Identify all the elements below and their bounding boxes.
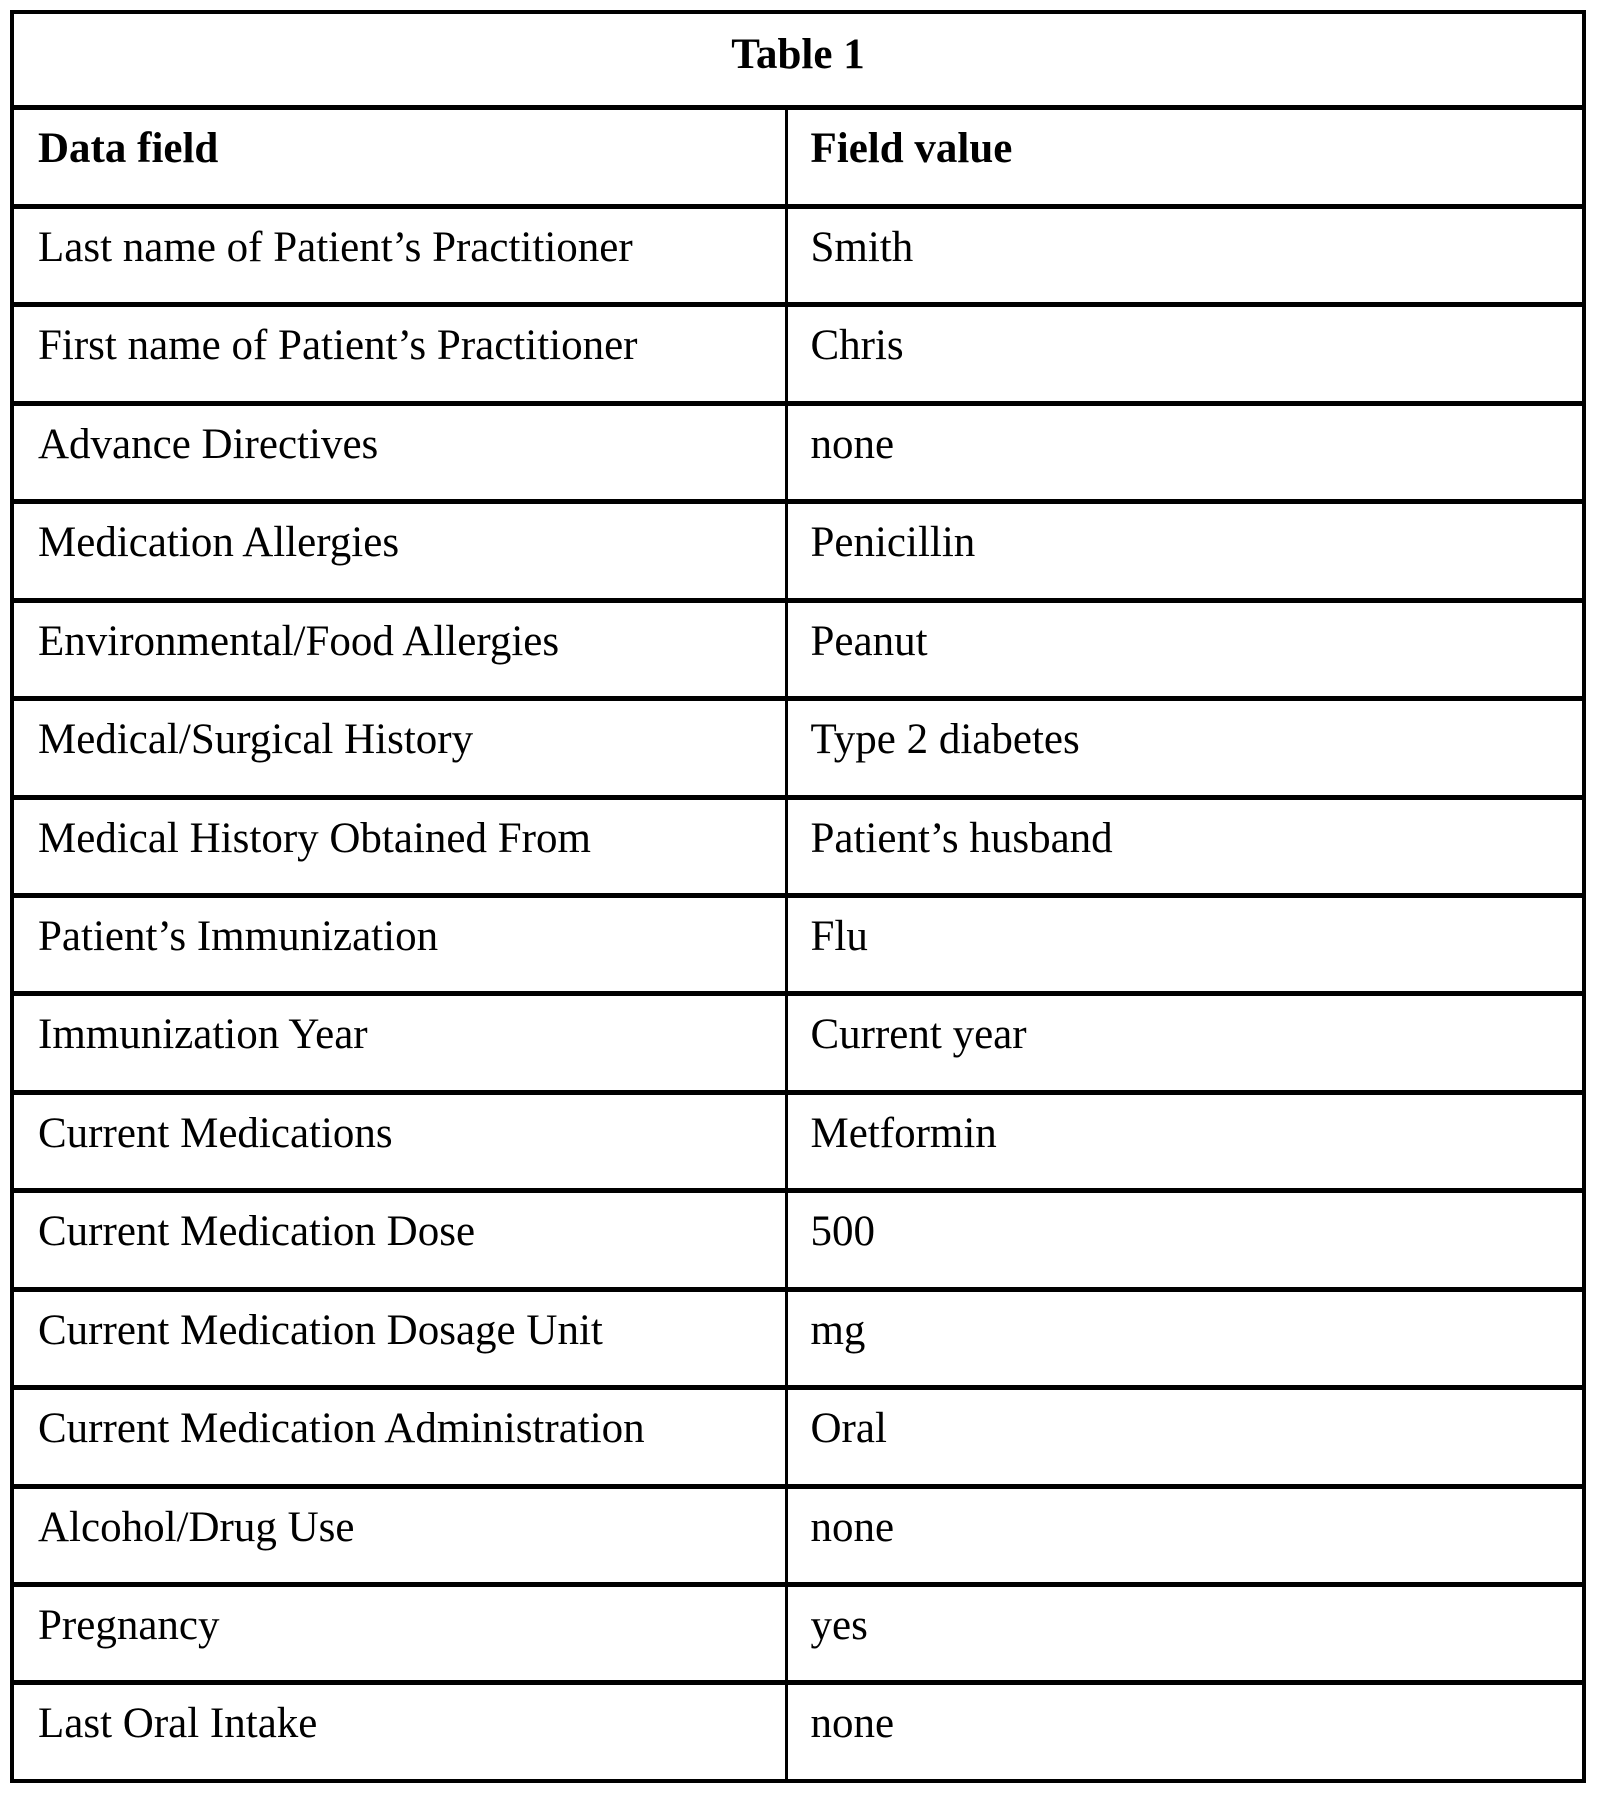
column-header-data-field: Data field	[12, 108, 787, 206]
field-value-cell: none	[787, 403, 1584, 501]
data-field-cell: Current Medication Dose	[12, 1191, 787, 1289]
field-value-cell: Flu	[787, 895, 1584, 993]
data-field-cell: Current Medication Administration	[12, 1388, 787, 1486]
field-value-cell: Smith	[787, 206, 1584, 304]
field-value-cell: Peanut	[787, 600, 1584, 698]
column-header-field-value: Field value	[787, 108, 1584, 206]
data-field-cell: Patient’s Immunization	[12, 895, 787, 993]
data-field-cell: Current Medication Dosage Unit	[12, 1289, 787, 1387]
table-title-row	[12, 12, 1584, 108]
table-row	[12, 1191, 1584, 1289]
data-field-cell: Last Oral Intake	[12, 1683, 787, 1781]
field-value-cell: none	[787, 1683, 1584, 1781]
field-value-cell: none	[787, 1486, 1584, 1584]
field-value-cell: Penicillin	[787, 502, 1584, 600]
data-field-cell: Last name of Patient’s Practitioner	[12, 206, 787, 304]
data-field-cell: Alcohol/Drug Use	[12, 1486, 787, 1584]
field-value-cell: Oral	[787, 1388, 1584, 1486]
field-value-cell: Type 2 diabetes	[787, 699, 1584, 797]
data-field-cell: Current Medications	[12, 1092, 787, 1190]
data-field-cell: Medication Allergies	[12, 502, 787, 600]
table-row	[12, 1486, 1584, 1584]
table-row	[12, 403, 1584, 501]
table-row	[12, 305, 1584, 403]
field-value-cell: Current year	[787, 994, 1584, 1092]
table-row	[12, 1683, 1584, 1781]
field-value-cell: 500	[787, 1191, 1584, 1289]
table-row	[12, 1289, 1584, 1387]
field-value-cell: yes	[787, 1585, 1584, 1683]
table-row	[12, 502, 1584, 600]
table-row	[12, 895, 1584, 993]
data-field-cell: First name of Patient’s Practitioner	[12, 305, 787, 403]
table-row	[12, 1388, 1584, 1486]
table-row	[12, 797, 1584, 895]
field-value-cell: Chris	[787, 305, 1584, 403]
data-field-cell: Environmental/Food Allergies	[12, 600, 787, 698]
table-header-row	[12, 108, 1584, 206]
data-field-cell: Immunization Year	[12, 994, 787, 1092]
table-1	[10, 10, 1586, 1783]
data-field-cell: Medical/Surgical History	[12, 699, 787, 797]
table-row	[12, 994, 1584, 1092]
table-row	[12, 1092, 1584, 1190]
data-field-cell: Pregnancy	[12, 1585, 787, 1683]
data-field-cell: Advance Directives	[12, 403, 787, 501]
data-field-cell: Medical History Obtained From	[12, 797, 787, 895]
table-row	[12, 600, 1584, 698]
table-row	[12, 1585, 1584, 1683]
table-row	[12, 206, 1584, 304]
table-title: Table 1	[731, 31, 865, 78]
table-row	[12, 699, 1584, 797]
field-value-cell: Metformin	[787, 1092, 1584, 1190]
field-value-cell: mg	[787, 1289, 1584, 1387]
field-value-cell: Patient’s husband	[787, 797, 1584, 895]
